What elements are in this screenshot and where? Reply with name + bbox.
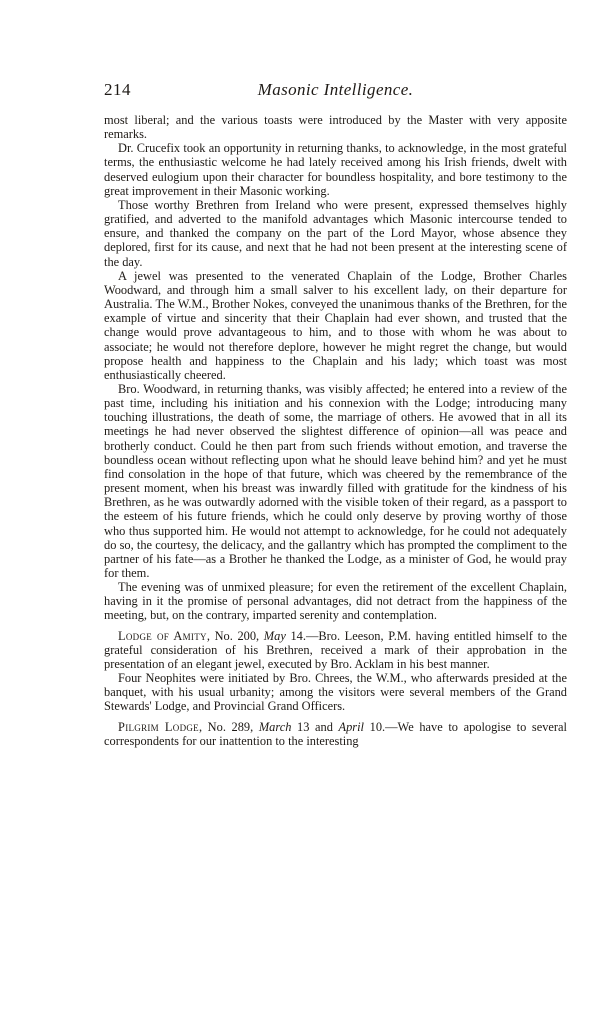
paragraph-text: 10.—We have to apologise to several correspondents for our inattention to the interesting <box>104 719 567 748</box>
paragraph-irish-brethren: Those worthy Brethren from Ireland who were present, expressed themselves highly gratified, and adverted to the manifold advantages which Masonic intercourse tended to ensure, and thanked the company on the part of the Lord Mayor, whose absence they deplored, first for its cause, and next that he had not been present at the interesting scene of the day. <box>104 197 567 269</box>
paragraph-lodge-of-amity <box>104 629 567 671</box>
page-number: 214 <box>104 80 131 99</box>
page-header <box>104 80 567 104</box>
paragraph-evening: The evening was of unmixed pleasure; for even the retirement of the excellent Chaplain, having in it the promise of personal advantages, did not detract from the happiness of the meeting, but, on the contrary, imparted serenity and contemplation. <box>104 580 567 623</box>
paragraph-crucefix: Dr. Crucefix took an opportunity in returning thanks, to acknowledge, in the most grateful terms, the enthusiastic welcome he had lately received among his Irish friends, dwelt with deserved eulogium upon their character for boundless hospitality, and bore testimony to the great improvement in their Masonic working. <box>104 141 567 198</box>
paragraph-text: 13 and <box>291 719 339 734</box>
paragraph-woodward-reply: Bro. Woodward, in returning thanks, was visibly affected; he entered into a review of the past time, including his initiation and his connexion with the Lodge; introducing many touching illustrations, the death of some, the marriage of others. He avowed that in all its meetings he had never observed the slightest difference of opinion—all was peace and brotherly conduct. Could he then part from such friends without emotion, and traverse the boundless ocean without reflecting upon what he should leave behind him? and yet he must find consolation in the hope of that future, which was cheered by the remembrance of the present moment, when his breast was inwardly filled with gratitude for the kindness of his Brethren, as he was outwardly adorned with the visible token of their regard, as a passport to the esteem of his future friends, which he could only deserve by proving worthy of those who thus supported him. He would not attempt to acknowledge, for he could not adequately do so, the courtesy, the delicacy, and the gallantry which has prompted the compliment to the partner of his fate—as a Brother he thanked the Lodge, as a minister of God, he would pray for them. <box>104 381 567 580</box>
lodge-name: Lodge of Amity <box>118 628 207 643</box>
meeting-date: March <box>258 719 292 734</box>
lodge-number: , No. 200, <box>206 628 264 643</box>
running-title: Masonic Intelligence. <box>257 80 414 99</box>
paragraph-text: 14.—Bro. Leeson, P.M. having entitled himself to the grateful consideration of his Brethren, received a mark of their approbation in the presentation of an elegant jewel, executed by Bro. Acklam in his best manner. <box>104 628 567 671</box>
paragraph-toasts: most liberal; and the various toasts were introduced by the Master with very apposite remarks. <box>104 113 567 142</box>
paragraph-neophites: Four Neophites were initiated by Bro. Chrees, the W.M., who afterwards presided at the banquet, with his usual urbanity; among the visitors were several members of the Grand Stewards' Lodge, and Provincial Grand Officers. <box>104 671 567 714</box>
meeting-date: April <box>338 719 365 734</box>
article-body <box>104 113 567 748</box>
paragraph-pilgrim-lodge <box>104 720 567 748</box>
lodge-number: , No. 289, <box>198 719 259 734</box>
paragraph-jewel-presentation: A jewel was presented to the venerated Chaplain of the Lodge, Brother Charles Woodward, and through him a small salver to his excellent lady, on their departure for Australia. The W.M., Brother Nokes, conveyed the unanimous thanks of the Brethren, for the example of virtue and sincerity that their Chaplain had ever shown, and trusted that the change would prove advantageous to him, and to those with whom he was about to associate; he would not therefore deplore, however he might regret the change, but would propose health and happiness to the Chaplain and his lady; which toast was most enthusiastically cheered. <box>104 268 567 382</box>
lodge-name: Pilgrim Lodge <box>118 719 199 734</box>
meeting-date: May <box>263 628 286 643</box>
